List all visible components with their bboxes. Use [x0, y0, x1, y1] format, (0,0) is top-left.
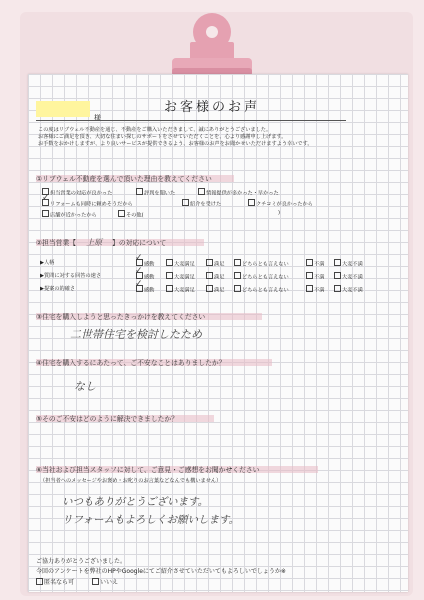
- clip-icon: [168, 10, 256, 80]
- rating-checkbox[interactable]: [306, 285, 313, 292]
- rating-row-label: ▶質問に対する回答の速さ: [40, 273, 102, 279]
- checkbox[interactable]: [136, 188, 143, 195]
- option-no-label: いいえ: [100, 579, 119, 586]
- scale-label: 感動: [144, 274, 155, 281]
- page-title: お客様のお声: [163, 100, 260, 115]
- agent-name: 上原: [86, 238, 103, 247]
- scale-label: 不満: [314, 287, 325, 294]
- scale-label: 不満: [314, 261, 325, 268]
- scale-label: 満足: [214, 261, 225, 268]
- scale-label: 満足: [214, 287, 225, 294]
- question-6-answer-line-2[interactable]: リフォームもよろしくお願いします。: [62, 514, 240, 526]
- option-label: 紹介を受けた: [190, 201, 222, 208]
- option-label: リフォームも同時に頼めそうだから: [50, 201, 133, 208]
- option-label: 評判を聞いた: [144, 190, 176, 197]
- scale-label: 大変満足: [174, 287, 195, 294]
- footer-request: 今回のアンケートを弊社のHPやGoogleにてご紹介させていただいてもよろしいでしょうか※: [36, 568, 286, 575]
- rating-checkbox[interactable]: [334, 272, 341, 279]
- question-4-answer[interactable]: なし: [74, 380, 96, 393]
- question-6-label: ⑥当社および担当スタッフに対して、ご意見・ご感想をお聞かせください: [36, 466, 260, 474]
- rating-checkbox[interactable]: [234, 285, 241, 292]
- intro-text: [38, 127, 378, 148]
- question-3-answer[interactable]: 二世帯住宅を検討したため: [70, 328, 202, 341]
- scale-label: 感動: [144, 261, 155, 268]
- question-1-label: ①リブウェル不動産を選んで頂いた理由を教えてください: [36, 175, 212, 183]
- question-3-label: ③住宅を購入しようと思ったきっかけを教えてください: [36, 313, 206, 321]
- scale-label: 大変不満: [342, 261, 363, 268]
- rating-row-label: ▶提案の的確さ: [40, 286, 76, 292]
- check-mark-icon: ✓: [135, 279, 143, 289]
- rating-checkbox[interactable]: [206, 272, 213, 279]
- question-6-answer-line-1[interactable]: いつもありがとうございます。: [62, 496, 209, 508]
- checkbox[interactable]: [118, 210, 125, 217]
- rating-row-label: ▶人柄: [40, 260, 55, 266]
- option-label: 店舗が近かったから: [50, 212, 97, 219]
- customer-name-highlight: [36, 101, 90, 117]
- check-mark-icon: ✓: [135, 253, 143, 263]
- checkbox[interactable]: [198, 188, 205, 195]
- rating-checkbox[interactable]: [166, 259, 173, 266]
- option-yes-label: 匿名なら可: [44, 579, 75, 586]
- question-6-note: （担当者へのメッセージやお褒め・お叱りのお言葉などなんでも構いません）: [40, 478, 222, 484]
- scale-label: どちらとも言えない: [242, 274, 289, 281]
- scale-label: どちらとも言えない: [242, 287, 289, 294]
- rating-checkbox[interactable]: [306, 259, 313, 266]
- intro-line-3: お手数をおかけしますが、より良いサービスが提供できるよう、お客様のお声をお聞かせいただけますよう幸いです。: [38, 141, 313, 147]
- scale-label: 不満: [314, 274, 325, 281]
- scale-label: 満足: [214, 274, 225, 281]
- rating-checkbox[interactable]: [234, 272, 241, 279]
- footer-thanks: ご協力ありがとうございました。: [36, 558, 127, 565]
- customer-name-line: [36, 120, 346, 121]
- check-mark-icon: ✓: [42, 193, 50, 203]
- option-label: 担当営業の対応が良かった: [50, 190, 113, 197]
- checkbox[interactable]: [248, 199, 255, 206]
- question-5-label: ⑤そのご不安はどのように解決できましたか？: [36, 415, 179, 423]
- q2-prefix: ②担当営業【: [36, 239, 77, 247]
- question-4-label: ④住宅を購入するにあたって、ご不安なことはありましたか？: [36, 359, 226, 367]
- other-close-paren: ): [278, 210, 281, 216]
- scale-label: 大変不満: [342, 287, 363, 294]
- rating-checkbox[interactable]: [234, 259, 241, 266]
- question-2-label: [36, 237, 166, 248]
- q2-suffix: 】の対応について: [112, 239, 167, 247]
- rating-checkbox[interactable]: [206, 285, 213, 292]
- scale-label: 大変満足: [174, 261, 195, 268]
- scale-label: 大変不満: [342, 274, 363, 281]
- check-mark-icon: ✓: [135, 266, 143, 276]
- scale-label: どちらとも言えない: [242, 261, 289, 268]
- option-label: クチコミが良かったから: [256, 201, 313, 208]
- option-label: 情報提供が多かった・早かった: [206, 190, 279, 197]
- footer-option-yes: [36, 577, 74, 586]
- rating-checkbox[interactable]: [166, 272, 173, 279]
- intro-line-1: この度はリブウェル不動産を通じ、不動産をご購入いただきまして、誠にありがとうございました。: [38, 127, 272, 133]
- rating-checkbox[interactable]: [334, 259, 341, 266]
- checkbox[interactable]: [42, 210, 49, 217]
- checkbox[interactable]: [92, 578, 99, 585]
- option-label: その他(: [126, 212, 144, 219]
- rating-checkbox[interactable]: [166, 285, 173, 292]
- intro-line-2: お客様にご満足を頂き、大切な住まい探しのサポートをさせていただくことを、心より感謝申し上げます。: [38, 134, 287, 140]
- scale-label: 感動: [144, 287, 155, 294]
- scale-label: 大変満足: [174, 274, 195, 281]
- customer-suffix: 様: [94, 114, 101, 122]
- rating-checkbox[interactable]: [334, 285, 341, 292]
- checkbox[interactable]: [182, 199, 189, 206]
- rating-checkbox[interactable]: [206, 259, 213, 266]
- footer-option-no: [92, 577, 118, 586]
- rating-checkbox[interactable]: [306, 272, 313, 279]
- checkbox[interactable]: [36, 578, 43, 585]
